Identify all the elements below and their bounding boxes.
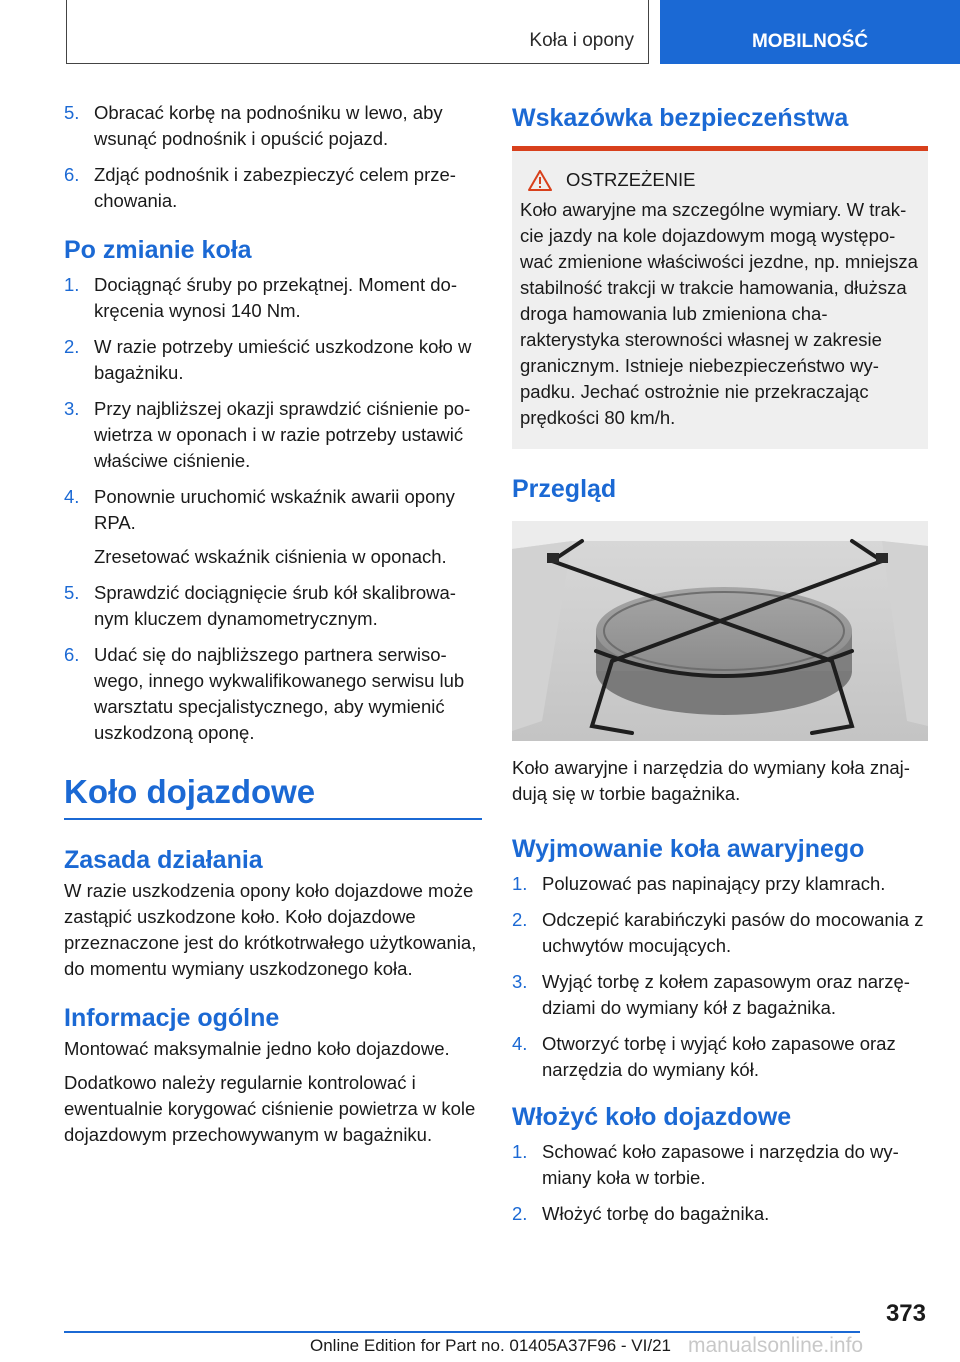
heading-remove: Wyjmowanie koła awaryjnego xyxy=(512,835,865,863)
list-item: 5. Obracać korbę na podnośniku w lewo, aby wsunąć podnośnik i opuścić pojazd. xyxy=(64,102,443,149)
heading-rule xyxy=(64,818,482,820)
trunk-spare-wheel-photo xyxy=(512,521,928,741)
heading-safety: Wskazówka bezpieczeństwa xyxy=(512,104,849,132)
list-item: 6. Zdjąć podnośnik i zabezpieczyć celem przechowania. xyxy=(64,164,456,211)
general-text-2: Dodatkowo należy regularnie kontrolować i ewentualnie korygować ciśnienie powietrza w kole dojazdowym przechowywanym w bagażniku. xyxy=(64,1072,476,1145)
header-chapter-tab[interactable]: MOBILNOŚĆ xyxy=(660,0,960,64)
list-item: 5. Sprawdzić dociągnięcie śrub kół skalibrowanym kluczem dynamometrycznym. xyxy=(64,582,456,629)
steps-list-final xyxy=(64,580,482,746)
footer-watermark: manualsonline.info xyxy=(688,1334,864,1357)
list-item: 2. Włożyć torbę do bagażnika. xyxy=(512,1203,770,1224)
heading-principle: Zasada działania xyxy=(64,846,263,874)
list-item: 1. Dociągnąć śruby po przekątnej. Moment dokręcenia wynosi 140 Nm. xyxy=(64,274,458,321)
list-item: 4. Otworzyć torbę i wyjąć koło zapasowe oraz narzędzia do wymiany kół. xyxy=(512,1033,896,1080)
remove-steps-list xyxy=(512,871,928,1083)
left-column xyxy=(64,100,482,1156)
warning-header xyxy=(528,169,920,191)
warning-box xyxy=(512,151,928,449)
heading-spare-wheel: Koło dojazdowe xyxy=(64,773,316,810)
list-item: 6. Udać się do najbliższego partnera serwisowego, innego wykwalifikowanego serwisu lub warsztatu specjalistycznego, aby wymienić uszkodzoną oponę. xyxy=(64,644,465,743)
warning-text: Koło awaryjne ma szczególne wymiary. W trakcie jazdy na kole dojazdowym mogą występować zmienione właściwości jezdne, np. mniejsza stabilność trakcji w trakcie hamowania, dłuższa droga hamowania lub zmieniona charakterystyka sterowności własnej w zakresie granicznym. Istnieje niebezpieczeństwo wypadku. Jechać ostrożnie nie przekraczając prędkości 80 km/h. xyxy=(520,199,918,428)
steps-list-lower xyxy=(64,100,482,214)
list-item: 1. Schować koło zapasowe i narzędzia do wymiany koła w torbie. xyxy=(512,1141,899,1188)
list-item: 3. Wyjąć torbę z kołem zapasowym oraz narzędziami do wymiany kół z bagażnika. xyxy=(512,971,910,1018)
general-text-1: Montować maksymalnie jedno koło dojazdowe. xyxy=(64,1038,450,1059)
steps-list-after xyxy=(64,272,482,536)
warning-label: OSTRZEŻENIE xyxy=(566,169,696,190)
insert-steps-list xyxy=(512,1139,928,1227)
principle-text: W razie uszkodzenia opony koło dojazdowe może zastąpić uszkodzone koło. Koło dojazdowe przeznaczone jest do krótkotrwałego użytkowania, do momentu wymiany uszkodzonego koła. xyxy=(64,880,477,979)
list-item: 1. Poluzować pas napinający przy klamrach. xyxy=(512,873,886,894)
page-number: 373 xyxy=(885,1300,926,1327)
heading-after-change: Po zmianie koła xyxy=(64,236,252,264)
list-item: 4. Ponownie uruchomić wskaźnik awarii opony RPA. xyxy=(64,486,455,533)
step-note: Zresetować wskaźnik ciśnienia w oponach. xyxy=(94,546,447,567)
header-section-title: Koła i opony xyxy=(529,30,634,51)
photo-caption: Koło awaryjne i narzędzia do wymiany koła znajdują się w torbie bagażnika. xyxy=(512,757,910,804)
right-column xyxy=(512,100,928,1237)
header-left-frame xyxy=(66,0,649,64)
list-item: 3. Przy najbliższej okazji sprawdzić ciśnienie powietrza w oponach i w razie potrzeby ustawić właściwe ciśnienie. xyxy=(64,398,471,471)
heading-insert: Włożyć koło dojazdowe xyxy=(512,1103,792,1131)
warning-triangle-icon xyxy=(528,170,552,191)
heading-general: Informacje ogólne xyxy=(64,1004,280,1032)
footer-rule xyxy=(64,1331,860,1333)
footer-edition: Online Edition for Part no. 01405A37F96 - VI/21 xyxy=(310,1336,672,1355)
list-item: 2. Odczepić karabińczyki pasów do mocowania z uchwytów mocujących. xyxy=(512,909,924,956)
heading-overview: Przegląd xyxy=(512,475,617,503)
list-item: 2. W razie potrzeby umieścić uszkodzone koło w bagażniku. xyxy=(64,336,472,383)
